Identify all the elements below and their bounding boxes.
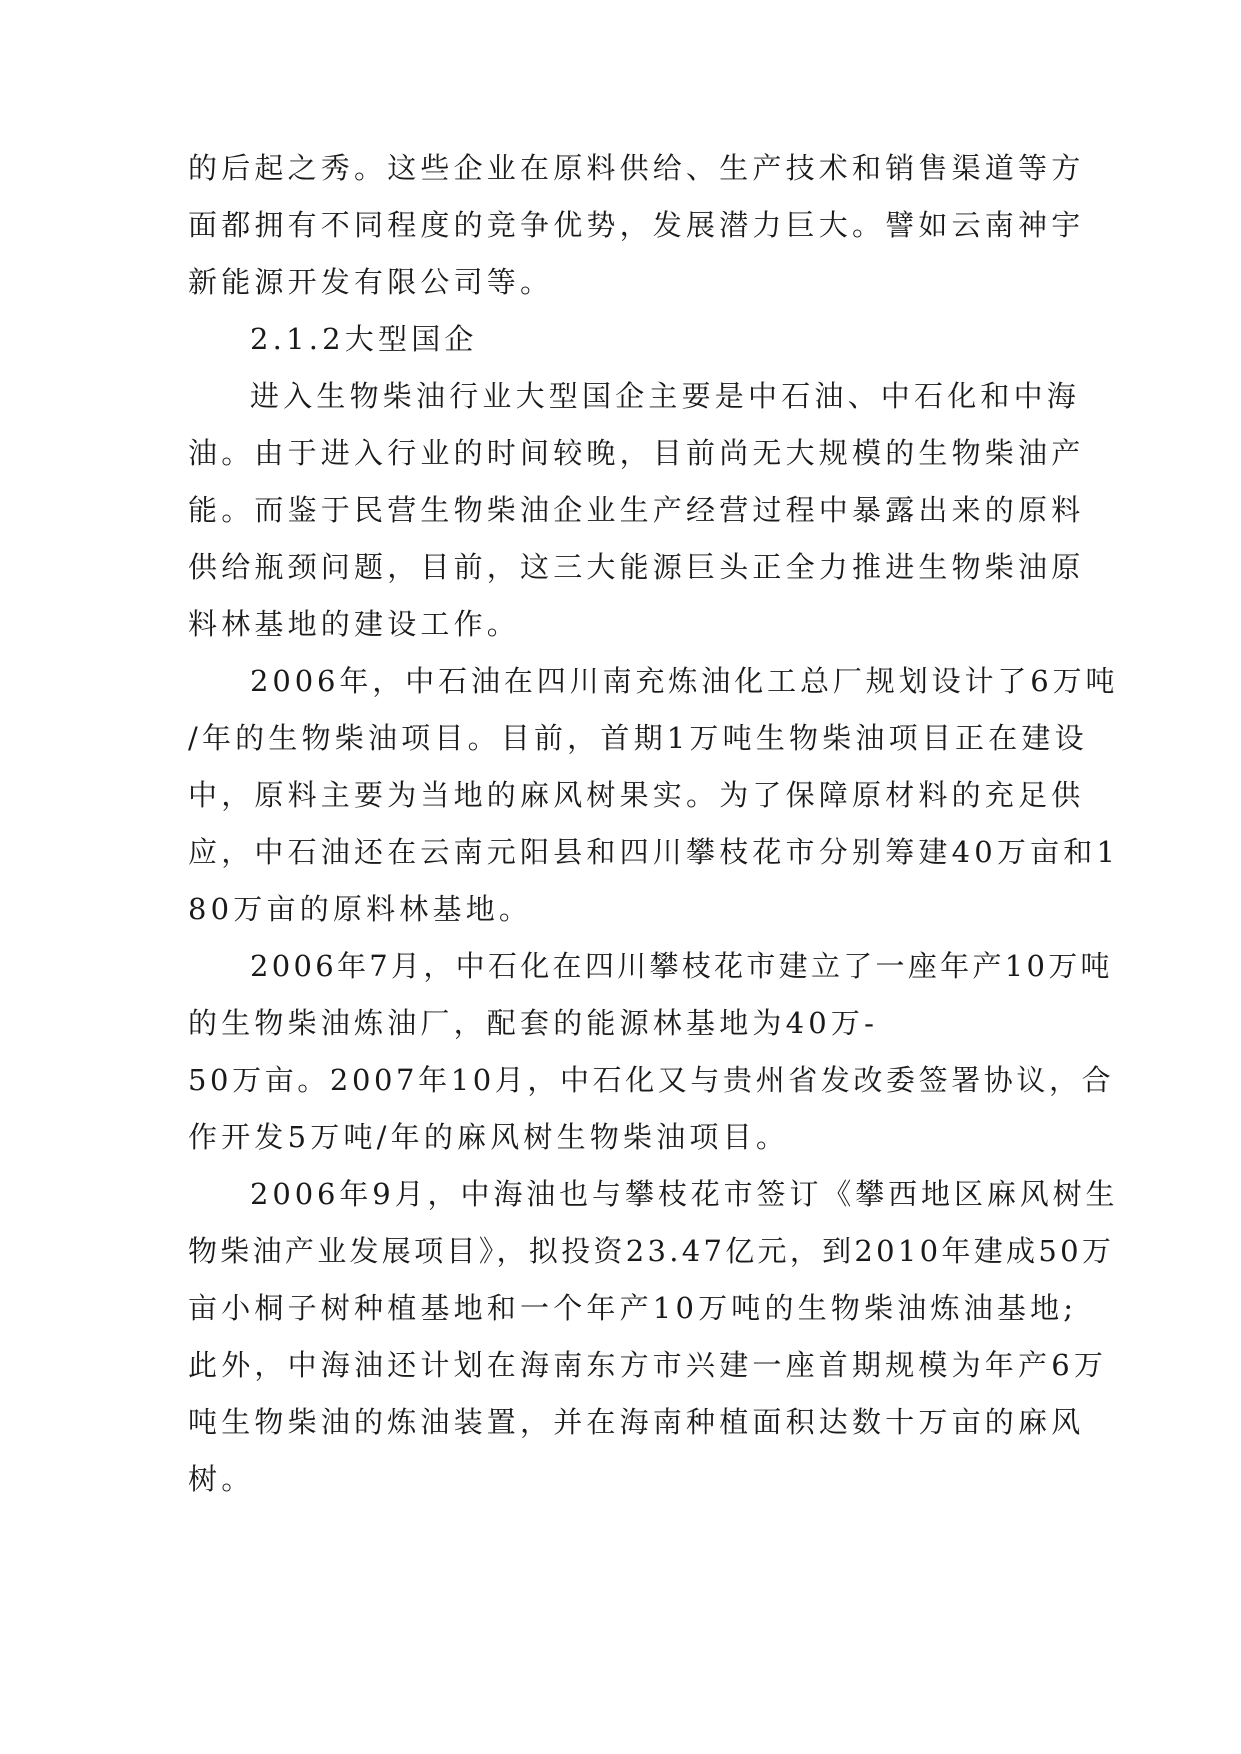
text-line: 能。而鉴于民营生物柴油企业生产经营过程中暴露出来的原料 (188, 493, 1085, 527)
text-line: 2006年7月，中石化在四川攀枝花市建立了一座年产10万吨 (250, 949, 1113, 983)
text-line: 亩小桐子树种植基地和一个年产10万吨的生物柴油炼油基地; (188, 1291, 1078, 1325)
text-line: 料林基地的建设工作。 (188, 607, 521, 641)
text-line: 的生物柴油炼油厂，配套的能源林基地为40万- (188, 1006, 879, 1040)
text-line: /年的生物柴油项目。目前，首期1万吨生物柴油项目正在建设 (188, 721, 1088, 755)
text-line: 中，原料主要为当地的麻风树果实。为了保障原材料的充足供 (188, 778, 1085, 812)
text-line: 油。由于进入行业的时间较晚，目前尚无大规模的生物柴油产 (188, 436, 1085, 470)
text-line: 物柴油产业发展项目》，拟投资23.47亿元，到2010年建成50万 (188, 1234, 1115, 1268)
text-line: 供给瓶颈问题，目前，这三大能源巨头正全力推进生物柴油原 (188, 550, 1085, 584)
section-heading: 2.1.2大型国企 (250, 322, 478, 356)
text-line: 2006年9月，中海油也与攀枝花市签订《攀西地区麻风树生 (250, 1177, 1119, 1211)
text-line: 50万亩。2007年10月，中石化又与贵州省发改委签署协议，合 (188, 1063, 1115, 1097)
text-line: 新能源开发有限公司等。 (188, 265, 554, 299)
text-line: 进入生物柴油行业大型国企主要是中石油、中石化和中海 (250, 379, 1081, 413)
text-line: 此外，中海油还计划在海南东方市兴建一座首期规模为年产6万 (188, 1348, 1108, 1382)
text-line: 作开发5万吨/年的麻风树生物柴油项目。 (188, 1120, 790, 1154)
text-line: 2006年，中石油在四川南充炼油化工总厂规划设计了6万吨 (250, 664, 1119, 698)
text-line: 的后起之秀。这些企业在原料供给、生产技术和销售渠道等方 (188, 151, 1085, 185)
text-line: 应，中石油还在云南元阳县和四川攀枝花市分别筹建40万亩和1 (188, 835, 1120, 869)
text-line: 80万亩的原料林基地。 (188, 892, 533, 926)
text-line: 面都拥有不同程度的竞争优势，发展潜力巨大。譬如云南神宇 (188, 208, 1085, 242)
text-line: 树。 (188, 1462, 255, 1496)
text-line: 吨生物柴油的炼油装置，并在海南种植面积达数十万亩的麻风 (188, 1405, 1085, 1439)
